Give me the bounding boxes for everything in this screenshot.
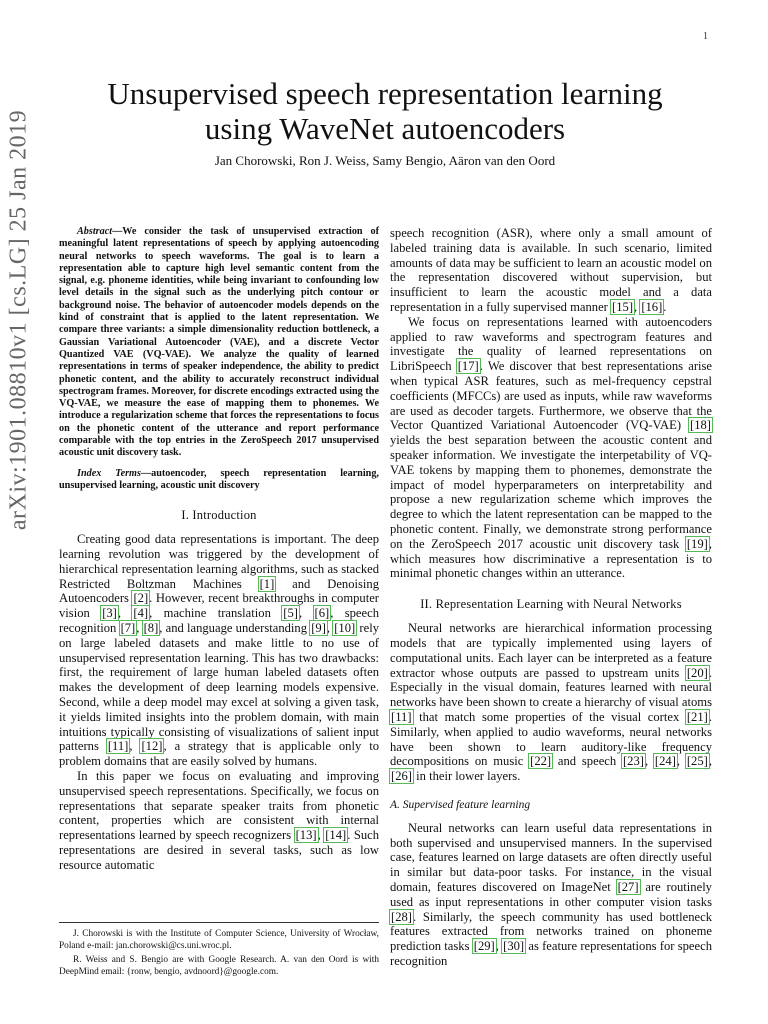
abstract-text: —We consider the task of unsupervised extraction of meaningful latent representations of speech by applying autoencoding neural networks to speech waveforms. The goal is to learn a representation able to capture high level semantic content from the signal, e.g. phoneme identities, while being invariant to confounding low level details in the signal such as the underlying pitch contour or background noise. The behavior of autoencoder models depends on the kind of constraint that is applied to the latent representation. We compare three variants: a simple dimensionality reduction bottleneck, a Gaussian Variational Autoencoder (VAE), and a discrete Vector Quantized VAE (VQ-VAE). We analyze the quality of learned representations in terms of speaker independence, the ability to predict phonetic content, and the ability to accurately reconstruct individual spectrogram frames. Moreover, for discrete encodings extracted using the VQ-VAE, we measure the ease of mapping them to phonemes. We introduce a regularization scheme that forces the representations to focus on the phonetic content of the utterance and report performance comparable with the top entries in the ZeroSpeech 2017 unsupervised acoustic unit discovery task. bbox=[59, 226, 379, 459]
index-terms-label: Index Terms bbox=[77, 467, 141, 479]
citation-link[interactable]: [2] bbox=[133, 591, 149, 606]
abstract bbox=[59, 226, 379, 460]
intro-paragraph-2 bbox=[59, 769, 379, 873]
citation-link[interactable]: [25] bbox=[686, 754, 708, 769]
citation-link[interactable]: [23] bbox=[622, 754, 644, 769]
citation-link[interactable]: [21] bbox=[686, 709, 708, 724]
citation-link[interactable]: [5] bbox=[283, 606, 298, 621]
intro-paragraph-1-text-12: , bbox=[129, 739, 141, 754]
right-paragraph-1 bbox=[390, 226, 712, 315]
citation-link[interactable]: [18] bbox=[690, 418, 711, 433]
citation-link[interactable]: [11] bbox=[391, 709, 412, 724]
citation-link[interactable]: [11] bbox=[107, 739, 129, 754]
right-paragraph-3-text-8: , bbox=[708, 754, 712, 769]
right-paragraph-3-text-3: that match some properties of the visual cortex bbox=[412, 709, 686, 724]
intro-paragraph-1-text-10: , bbox=[326, 621, 334, 636]
right-paragraph-2-text-1: We focus on representations learned with autoencoders applied to raw waveforms and spectrogram features and investigate the quality of learned representations on LibriSpeech bbox=[390, 314, 712, 374]
intro-paragraph-1-text-2: and Denoising Autoencoders bbox=[59, 576, 379, 606]
citation-link[interactable]: [10] bbox=[334, 621, 356, 636]
citation-link[interactable]: [29] bbox=[473, 939, 495, 954]
author-list: Jan Chorowski, Ron J. Weiss, Samy Bengio, Aäron van den Oord bbox=[214, 153, 556, 168]
left-column bbox=[59, 226, 379, 873]
page-number: 1 bbox=[703, 31, 708, 42]
intro-paragraph-1-text-6: , bbox=[298, 606, 314, 621]
citation-link[interactable]: [16] bbox=[641, 299, 663, 314]
citation-link[interactable]: [15] bbox=[612, 299, 634, 314]
right-paragraph-4 bbox=[390, 821, 712, 969]
citation-link[interactable]: [17] bbox=[457, 359, 479, 374]
citation-link[interactable]: [27] bbox=[617, 880, 639, 895]
right-paragraph-4-text-3: . Similarly, the speech community has used bottleneck features extracted from networks trained on phoneme prediction tasks bbox=[390, 909, 712, 954]
citation-link[interactable]: [4] bbox=[133, 606, 149, 621]
footnote-affiliation-1: J. Chorowski is with the Institute of Computer Science, University of Wrocław, Poland e-mail: jan.chorowski@cs.uni.wroc.pl. bbox=[59, 929, 379, 951]
intro-paragraph-1-text-1: Creating good data representations is important. The deep learning revolution was triggered by the development of hierarchical representation learning algorithms, such as stacked Restricted Boltzman Machines bbox=[59, 532, 379, 591]
intro-paragraph-1-text-9: , and language understanding bbox=[159, 621, 311, 636]
right-paragraph-3-text-9: in their lower layers. bbox=[412, 769, 521, 784]
footnote-affiliation-2: R. Weiss and S. Bengio are with Google Research. A. van den Oord is with DeepMind email: {ronw, bengio, avdnoord}@google.com. bbox=[59, 955, 379, 977]
right-paragraph-3-text-1: Neural networks are hierarchical information processing models that are typically implemented using layers of computational units. Each layer can be interpreted as a feature extractor whose outputs are passed to upstream units bbox=[390, 621, 712, 680]
intro-paragraph-1-text-11: rely on large labeled datasets and make little to no use of unsupervised representation learning. This has two drawbacks: first, the requirement of large human labeled datasets often makes the development of deep learning models expensive. Second, while a deep model may excel at solving a given task, it yields limited insights into the problem domain, with main intuitions typically consisting of visualizations of salient input patterns bbox=[59, 621, 379, 754]
right-paragraph-1-text-1: speech recognition (ASR), where only a small amount of labeled training data is available. In such scenario, limited amounts of data may be sufficient to learn an acoustic model on the representation discovered without supervision, but insufficient to learn the acoustic model and a data representation in a fully supervised manner bbox=[390, 226, 712, 314]
citation-link[interactable]: [12] bbox=[141, 739, 163, 754]
section-heading-introduction: I. Introduction bbox=[181, 508, 257, 523]
right-paragraph-3-text-5: and speech bbox=[552, 754, 622, 769]
citation-link[interactable]: [9] bbox=[311, 621, 326, 636]
citation-link[interactable]: [20] bbox=[686, 665, 708, 680]
paper-title-line-1: Unsupervised speech representation learning bbox=[107, 76, 663, 111]
intro-paragraph-2-text-1: In this paper we focus on evaluating and improving unsupervised speech representations. Specifically, we focus on representations that separate speaker traits from phonetic content, properties which are consistent with internal representations learned by speech recognizers bbox=[59, 768, 379, 843]
right-paragraph-1-text-3: . bbox=[663, 299, 667, 314]
footnotes bbox=[59, 922, 379, 981]
citation-link[interactable]: [30] bbox=[503, 939, 525, 954]
citation-link[interactable]: [7] bbox=[120, 621, 136, 636]
citation-link[interactable]: [28] bbox=[391, 909, 412, 924]
intro-paragraph-2-text-2: , bbox=[317, 828, 325, 843]
citation-link[interactable]: [19] bbox=[686, 536, 708, 551]
right-paragraph-4-text-1: Neural networks can learn useful data representations in both supervised and unsupervised manners. In the supervised case, features learned on large datasets are often directly useful in similar but data-poor tasks. For instance, in the visual domain, features discovered on ImageNet bbox=[390, 820, 712, 895]
intro-paragraph-2-text-3: . Such representations are desired in several tasks, such as low resource automatic bbox=[59, 828, 380, 872]
paper-title-line-2: using WaveNet autoencoders bbox=[204, 111, 566, 146]
citation-link[interactable]: [8] bbox=[143, 621, 159, 636]
index-terms-text: —autoencoder, speech representation learning, unsupervised learning, acoustic unit discovery bbox=[59, 467, 379, 491]
section-heading-representation-learning: II. Representation Learning with Neural Networks bbox=[420, 597, 682, 612]
citation-link[interactable]: [22] bbox=[530, 754, 552, 769]
paper-title bbox=[90, 76, 680, 146]
right-paragraph-2-text-2: . We discover that best representations arise when typical ASR features, such as mel-frequency cepstral coefficients (MFCCs) are used as inputs, while raw waveforms are used as decoder targets. Furthermore, we observe that the Vector Quantized Variational Autoencoder (VQ-VAE) bbox=[390, 359, 712, 433]
intro-paragraph-1-text-4: , bbox=[117, 606, 133, 621]
intro-paragraph-1-text-8: , bbox=[136, 621, 143, 636]
right-paragraph-3-text-4: . Similarly, when applied to audio waveforms, neural networks have been shown to learn auditory-like frequency decompositions on music bbox=[390, 709, 712, 769]
right-paragraph-3-text-6: , bbox=[644, 754, 654, 769]
index-terms bbox=[59, 468, 379, 493]
right-paragraph-3-text-7: , bbox=[676, 754, 686, 769]
citation-link[interactable]: [6] bbox=[314, 606, 330, 621]
citation-link[interactable]: [1] bbox=[259, 576, 275, 591]
right-paragraph-3 bbox=[390, 621, 712, 784]
intro-paragraph-1-text-13: , a strategy that is applicable only to problem domains that are easily solved by humans. bbox=[59, 739, 380, 769]
citation-link[interactable]: [3] bbox=[102, 606, 117, 621]
citation-link[interactable]: [24] bbox=[654, 754, 676, 769]
abstract-label: Abstract bbox=[77, 226, 113, 237]
right-paragraph-4-text-5: as feature representations for speech recognition bbox=[390, 939, 712, 969]
right-paragraph-2-text-4: , which measures how discriminative a representation is to minimal phonetic changes within an utterance. bbox=[390, 536, 712, 581]
right-paragraph-3-text-2: . Especially in the visual domain, features learned with neural networks have been shown to create a hierarchy of visual atoms bbox=[390, 665, 712, 710]
citation-link[interactable]: [26] bbox=[391, 769, 412, 784]
intro-paragraph-1-text-3: . However, recent breakthroughs in computer vision bbox=[59, 591, 379, 621]
citation-link[interactable]: [13] bbox=[295, 828, 317, 843]
right-paragraph-4-text-4: , bbox=[495, 939, 503, 954]
right-paragraph-1-text-2: , bbox=[634, 299, 641, 314]
arxiv-identifier: arXiv:1901.08810v1 [cs.LG] 25 Jan 2019 bbox=[5, 109, 32, 531]
right-paragraph-4-text-2: are routinely used as input representations in other computer vision tasks bbox=[390, 880, 712, 909]
right-paragraph-2 bbox=[390, 315, 712, 581]
subsection-heading-supervised-feature-learning: A. Supervised feature learning bbox=[390, 798, 531, 811]
citation-link[interactable]: [14] bbox=[325, 828, 347, 843]
intro-paragraph-1-text-7: , speech recognition bbox=[59, 606, 379, 636]
right-column bbox=[390, 226, 712, 969]
right-paragraph-2-text-3: yields the best separation between the acoustic content and speaker information. We investigate the interpetability of VQ-VAE tokens by mapping them to phonemes, demonstrate the impact of model hyperparameters on interpretability and propose a new regularization scheme which improves the degree to which the latent representation can be mapped to the phonetic content. Finally, we demonstrate strong performance on the ZeroSpeech 2017 acoustic unit discovery task bbox=[390, 433, 712, 551]
intro-paragraph-1 bbox=[59, 532, 379, 769]
intro-paragraph-1-text-5: , machine translation bbox=[149, 606, 283, 621]
